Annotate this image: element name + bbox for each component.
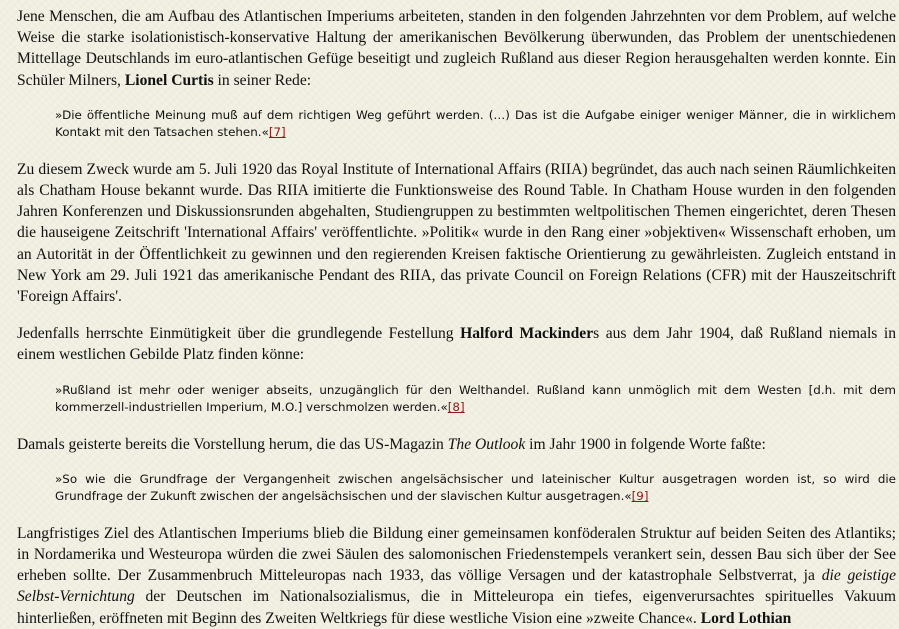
paragraph-2: Zu diesem Zweck wurde am 5. Juli 1920 das Royal Institute of International Affairs (RIIA) begründet, das auch nach seinen Räumlichkeiten als Chatham House bekannt wurde. Das RIIA imitierte die Funktionsweise des Round Table. In Chatham House wurden in den folgenden Jahren Konferenzen und Diskussionsrunden abgehalten, Studiengruppen zu bestimmten weltpolitischen Themen eingerichtet, deren Thesen die hauseigene Zeitschrift 'International Affairs' veröffentlichte. »Politik« wurde in den Rang einer »objektiven« Wissenschaft erhoben, um an Autorität in der Öffentlichkeit zu gewinnen und den regierenden Kreisen faktische Orientierung zu gewährleisten. Zugleich entstand in New York am 29. Juli 1921 das amerikanische Pendant des RIIA, das private Council on Foreign Relations (CFR) mit der Hauszeitschrift 'Foreign Affairs'. [17,160,896,306]
paragraph-3: Jedenfalls herrschte Einmütigkeit über die grundlegende Festellung Halford Mackinders aus dem Jahr 1904, daß Rußland niemals in einem westlichen Gebilde Platz finden könne: [17,325,896,364]
article-body [17,6,896,629]
name-halford-mackinder: Halford Mackinder [460,325,594,343]
paragraph-5: Langfristiges Ziel des Atlantischen Imperiums blieb die Bildung einer gemeinsamen konföderalen Struktur auf beiden Seiten des Atlantiks; in Nordamerika und Westeuropa würden die zwei Säulen des salomonischen Friedenstempels verankert sein, dessen Bau sich über der See erheben sollte. Der Zusammenbruch Mitteleuropas nach 1933, das völlige Versagen und der katastrophale Selbstverrat, ja die geistige Selbst-Vernichtung der Deutschen im Nationalsozialismus, die in Mitteleuropa ein tiefes, eigenverursachtes spirituelles Vakuum hinterließen, eröffneten mit Beginn des Zweiten Weltkriegs für diese westliche Vision eine »zweite Chance«. Lord Lothian [17,524,896,627]
blockquote-1: »Die öffentliche Meinung muß auf dem richtigen Weg geführt werden. (…) Das ist die Aufgabe einiger weniger Männer, die in wirklichem Kontakt mit den Tatsachen stehen.«[7] [55,107,896,140]
footnote-link-8[interactable]: [8] [447,400,465,415]
blockquote-2: »Rußland ist mehr oder weniger abseits, unzugänglich für den Welthandel. Rußland kann unmöglich mit dem Westen [d.h. mit dem kommerzell-industriellen Imperium, M.O.] verschmolzen werden.«[8] [55,382,896,415]
blockquote-3: »So wie die Grundfrage der Vergangenheit zwischen angelsächsischer und lateinischer Kultur ausgetragen worden ist, so wird die Grundfrage der Zukunft zwischen der angelsächsischen und der slavischen Kultur ausgetragen.«[9] [55,471,896,504]
name-lord-lothian: Lord Lothian [700,609,792,627]
emphasis-selbst-vernichtung: die geistige Selbst-Vernichtung [17,567,896,606]
footnote-link-9[interactable]: [9] [631,489,649,504]
magazine-title: The Outlook [447,435,526,453]
footnote-link-7[interactable]: [7] [268,125,286,140]
paragraph-4: Damals geisterte bereits die Vorstellung herum, die das US-Magazin The Outlook im Jahr 1900 in folgende Worte faßte: [17,435,766,453]
paragraph-1: Jene Menschen, die am Aufbau des Atlantischen Imperiums arbeiteten, standen in den folgenden Jahrzehnten vor dem Problem, auf welche Weise die starke isolationistisch-konservative Haltung der amerikanischen Bevölkerung überwunden, das Problem der unentschiedenen Mittellage Deutschlands im euro-atlantischen Gefüge beseitigt und zugleich Rußland aus dieser Region herausgehalten werden konnte. Ein Schüler Milners, Lionel Curtis in seiner Rede: [17,8,896,89]
name-lionel-curtis: Lionel Curtis [124,71,214,89]
